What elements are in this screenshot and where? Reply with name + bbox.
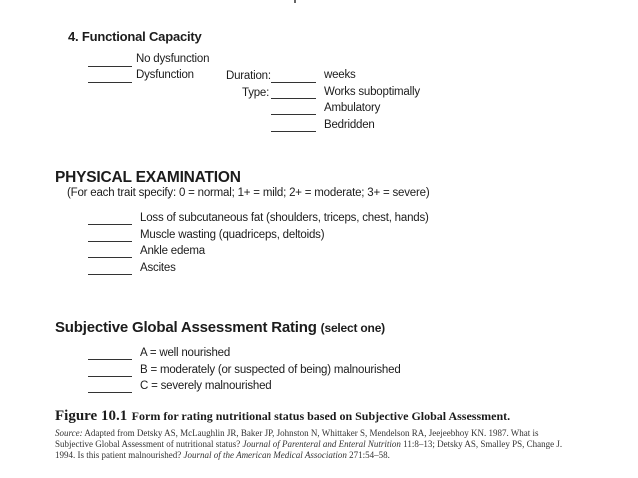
type-bedridden-blank[interactable] (271, 131, 316, 132)
top-edge-mark (294, 0, 296, 3)
ascites-blank[interactable] (88, 274, 132, 275)
source-journal-2: Journal of the American Medical Association (183, 450, 347, 460)
source-text-2: 11:8–13; Detsky AS, Smalley PS, Change J. 1994. Is this patient malnourished? (55, 439, 563, 460)
functional-capacity-title: 4. Functional Capacity (68, 29, 202, 44)
source-label: Source: (55, 428, 83, 438)
duration-blank[interactable] (271, 82, 316, 83)
figure-label: Figure 10.1 (55, 408, 128, 424)
source-text-3: 271:54–58. (346, 450, 390, 460)
type-ambulatory-blank[interactable] (271, 114, 316, 115)
sga-option-c: C = severely malnourished (140, 380, 272, 392)
no-dysfunction-option: No dysfunction (136, 53, 210, 65)
sga-option-a: A = well nourished (140, 347, 231, 359)
trait-muscle-wasting: Muscle wasting (quadriceps, deltoids) (140, 229, 325, 241)
figure-caption-line (55, 407, 510, 425)
dysfunction-blank[interactable] (88, 82, 132, 83)
sga-a-blank[interactable] (88, 359, 132, 360)
trait-ankle-edema: Ankle edema (140, 245, 205, 257)
duration-unit: weeks (324, 69, 356, 81)
sga-option-b: B = moderately (or suspected of being) malnourished (140, 364, 401, 376)
dysfunction-option: Dysfunction (136, 69, 194, 81)
sga-b-blank[interactable] (88, 376, 132, 377)
subcutaneous-fat-blank[interactable] (88, 224, 132, 225)
trait-subcutaneous-fat: Loss of subcutaneous fat (shoulders, triceps, chest, hands) (140, 212, 429, 224)
type-label: Type: (242, 87, 270, 99)
no-dysfunction-blank[interactable] (88, 66, 132, 67)
sga-rating-heading (55, 319, 385, 336)
duration-label: Duration: (226, 70, 271, 82)
type-ambulatory: Ambulatory (324, 102, 381, 114)
physical-exam-instruction: (For each trait specify: 0 = normal; 1+ = mild; 2+ = moderate; 3+ = severe) (67, 187, 430, 199)
sga-heading-text: Subjective Global Assessment Rating (55, 319, 317, 336)
type-works-suboptimally: Works suboptimally (324, 86, 420, 98)
source-journal-1: Journal of Parenteral and Enteral Nutrition (242, 439, 401, 449)
trait-ascites: Ascites (140, 262, 176, 274)
type-suboptimal-blank[interactable] (271, 98, 316, 99)
type-bedridden: Bedridden (324, 119, 375, 131)
physical-exam-heading: PHYSICAL EXAMINATION (55, 169, 241, 186)
ankle-edema-blank[interactable] (88, 257, 132, 258)
figure-caption: Form for rating nutritional status based on Subjective Global Assessment. (131, 409, 511, 423)
source-text-1: Adapted from Detsky AS, McLaughlin JR, Baker JP, Johnston N, Whittaker S, Mendelson RA, Jeejeebhoy KN. 1987. What is Subjective Global Assessment of nutritional status? (55, 428, 539, 449)
figure-source (55, 428, 575, 461)
muscle-wasting-blank[interactable] (88, 241, 132, 242)
sga-c-blank[interactable] (88, 392, 132, 393)
sga-select-note: (select one) (320, 321, 385, 335)
